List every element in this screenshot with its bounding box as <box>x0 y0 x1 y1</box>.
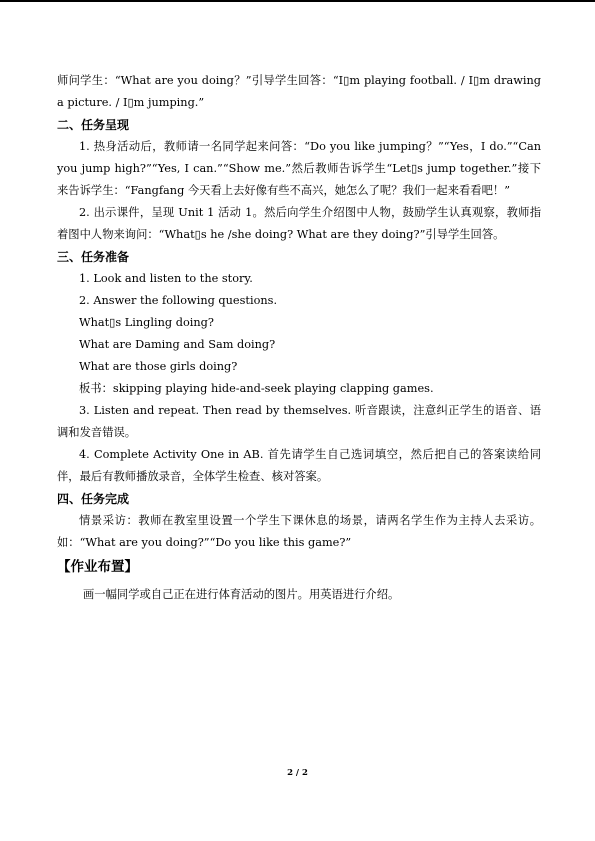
paragraph-courseware: 2. 出示课件，呈现 Unit 1 活动 1。然后向学生介绍图中人物，鼓励学生认真观察，教师指着图中人物来询问：“What▯s he /she doing? What are they doing?”引导学生回答。 <box>57 206 541 241</box>
paragraph-warmup: 1. 热身活动后，教师请一名同学起来问答：“Do you like jumping？”“Yes，I do.”“Can you jump high?”“Yes, I can.”“Show me.”然后教师告诉学生“Let▯s jump together.”接下来告诉学生：“Fangfang 今天看上去好像有些不高兴，她怎么了呢？我们一起来看看吧！” <box>57 140 541 197</box>
paragraph-listen-repeat: 3. Listen and repeat. Then read by themselves. 听音跟读，注意纠正学生的语音、语调和发音错误。 <box>57 404 541 439</box>
heading-task-preparation: 三、任务准备 <box>57 250 130 264</box>
document-body <box>57 70 541 606</box>
paragraph-complete-activity: 4. Complete Activity One in AB. 首先请学生自己选词填空，然后把自己的答案读给同伴，最后有教师播放录音，全体学生检查、核对答案。 <box>57 448 541 483</box>
heading-task-presentation: 二、任务呈现 <box>57 118 130 132</box>
homework-heading: 【作业布置】 <box>57 559 138 575</box>
question-lingling: What▯s Lingling doing? <box>79 316 214 329</box>
question-daming-sam: What are Daming and Sam doing? <box>79 338 276 351</box>
blackboard-writing: 板书：skipping playing hide-and-seek playing clapping games. <box>79 382 434 395</box>
paragraph-teacher-question: 师问学生：“What are you doing？”引导学生回答：“I▯m playing football. / I▯m drawing a picture. / I▯m jumping.” <box>57 74 541 109</box>
heading-task-completion: 四、任务完成 <box>57 492 130 506</box>
page-number: 2 / 2 <box>287 768 308 778</box>
paragraph-answer-questions: 2. Answer the following questions. <box>79 294 278 307</box>
paragraph-interview: 情景采访：教师在教室里设置一个学生下课休息的场景，请两名学生作为主持人去采访。如：“What are you doing?”“Do you like this game?” <box>57 514 541 549</box>
question-girls: What are those girls doing? <box>79 360 238 373</box>
header-rule <box>0 0 595 2</box>
homework-body: 画一幅同学或自己正在进行体育活动的图片。用英语进行介绍。 <box>83 588 400 601</box>
paragraph-look-listen: 1. Look and listen to the story. <box>79 272 253 285</box>
